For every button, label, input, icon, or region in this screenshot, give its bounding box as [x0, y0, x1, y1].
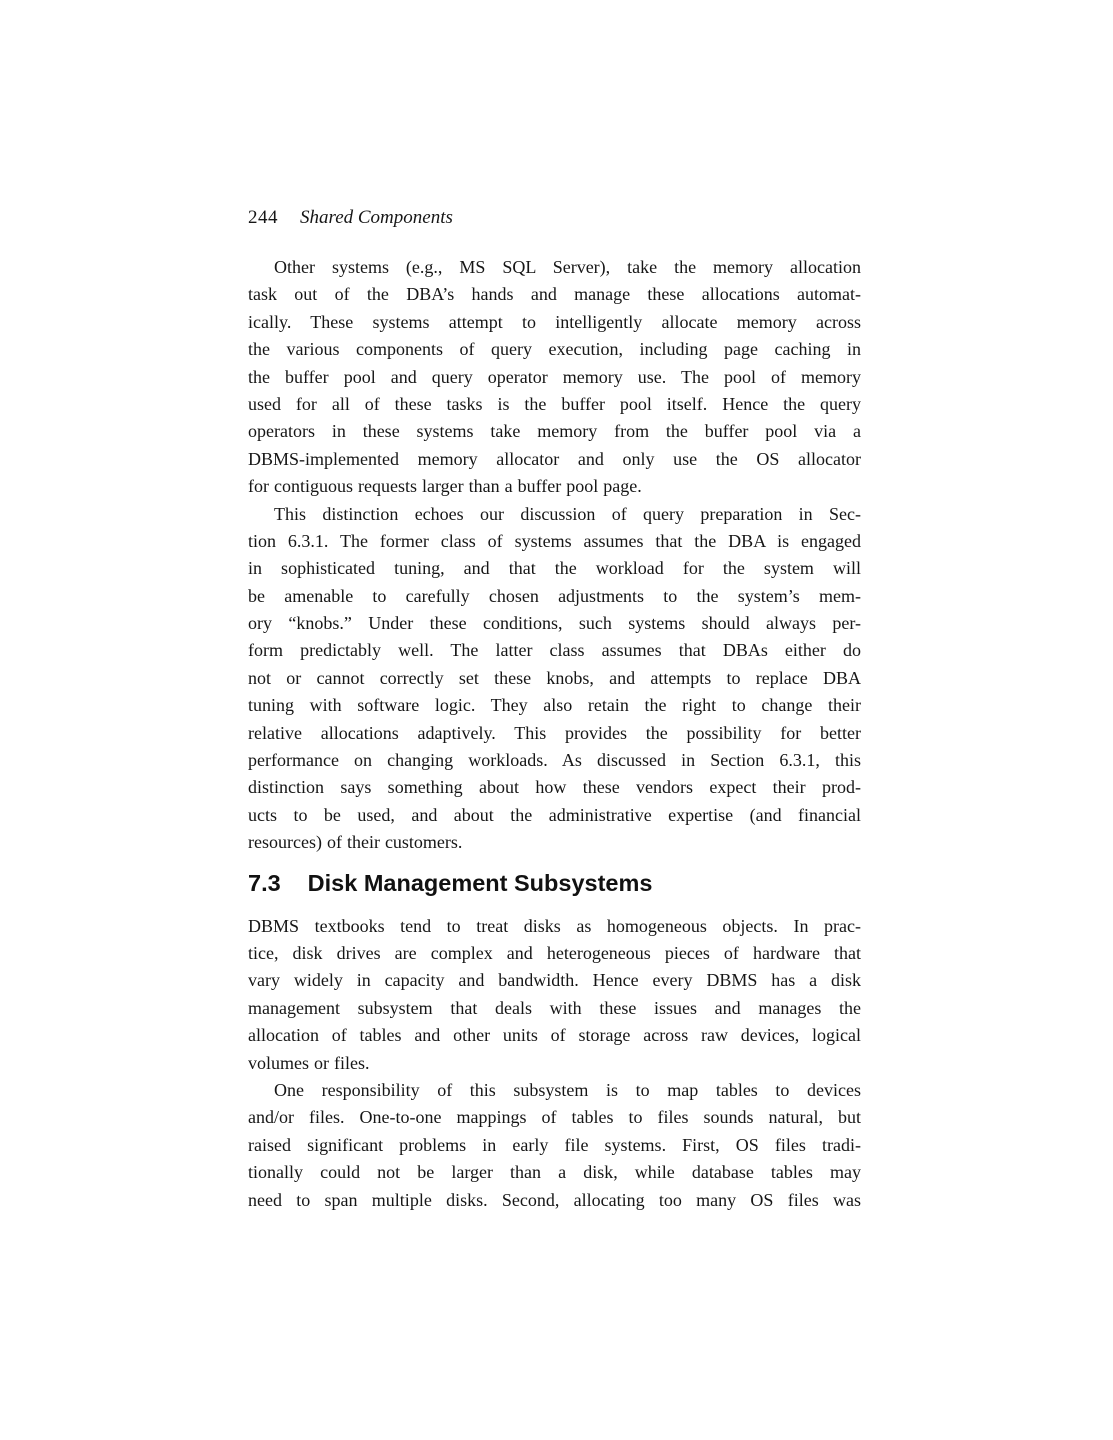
text-line: for contiguous requests larger than a buffer pool page.	[248, 476, 642, 497]
text-line: DBMS textbooks tend to treat disks as homogeneous objects. In prac-	[248, 915, 861, 936]
text-line: management subsystem that deals with these issues and manages the	[248, 997, 861, 1018]
body-paragraph	[248, 913, 861, 1077]
text-line: form predictably well. The latter class assumes that DBAs either do	[248, 640, 861, 661]
book-page	[248, 204, 861, 1214]
text-line: One responsibility of this subsystem is to map tables to devices	[274, 1079, 861, 1100]
text-line: ory “knobs.” Under these conditions, such systems should always per-	[248, 613, 861, 634]
body-paragraph	[248, 254, 861, 501]
text-line: tuning with software logic. They also retain the right to change their	[248, 695, 861, 716]
text-line: distinction says something about how these vendors expect their prod-	[248, 777, 861, 798]
text-line: ucts to be used, and about the administrative expertise (and financial	[248, 804, 861, 825]
text-line: operators in these systems take memory from the buffer pool via a	[248, 421, 861, 442]
body-paragraph	[248, 1077, 861, 1214]
running-head	[248, 204, 861, 232]
page-number: 244	[248, 207, 278, 228]
text-line: the various components of query execution, including page caching in	[248, 339, 861, 360]
text-line: DBMS-implemented memory allocator and only use the OS allocator	[248, 448, 861, 469]
text-line: relative allocations adaptively. This provides the possibility for better	[248, 722, 861, 743]
text-line: and/or files. One-to-one mappings of tables to files sounds natural, but	[248, 1107, 861, 1128]
text-line: ically. These systems attempt to intelligently allocate memory across	[248, 311, 861, 332]
text-line: volumes or files.	[248, 1052, 370, 1073]
text-line: Other systems (e.g., MS SQL Server), take the memory allocation	[274, 257, 861, 277]
text-line: used for all of these tasks is the buffer pool itself. Hence the query	[248, 393, 861, 414]
section-number: 7.3	[248, 869, 281, 896]
body-paragraph	[248, 501, 861, 857]
text-line: tionally could not be larger than a disk, while database tables may	[248, 1162, 861, 1183]
text-line: raised significant problems in early file systems. First, OS files tradi-	[248, 1134, 861, 1155]
text-line: need to span multiple disks. Second, allocating too many OS files was	[248, 1189, 861, 1210]
text-line: allocation of tables and other units of storage across raw devices, logical	[248, 1025, 861, 1046]
text-line: performance on changing workloads. As discussed in Section 6.3.1, this	[248, 750, 861, 771]
section-heading	[248, 867, 861, 899]
text-line: in sophisticated tuning, and that the workload for the system will	[248, 558, 861, 579]
running-title: Shared Components	[300, 207, 453, 228]
text-line: resources) of their customers.	[248, 832, 463, 853]
text-line: vary widely in capacity and bandwidth. Hence every DBMS has a disk	[248, 970, 861, 991]
text-line: tice, disk drives are complex and heterogeneous pieces of hardware that	[248, 942, 861, 963]
text-line: not or cannot correctly set these knobs, and attempts to replace DBA	[248, 667, 861, 688]
section-title: Disk Management Subsystems	[307, 869, 653, 896]
text-line: tion 6.3.1. The former class of systems assumes that the DBA is engaged	[248, 530, 861, 551]
text-line: be amenable to carefully chosen adjustments to the system’s mem-	[248, 585, 861, 606]
text-line: This distinction echoes our discussion of query preparation in Sec-	[274, 503, 861, 524]
text-line: the buffer pool and query operator memory use. The pool of memory	[248, 366, 861, 387]
text-line: task out of the DBA’s hands and manage these allocations automat-	[248, 284, 861, 305]
